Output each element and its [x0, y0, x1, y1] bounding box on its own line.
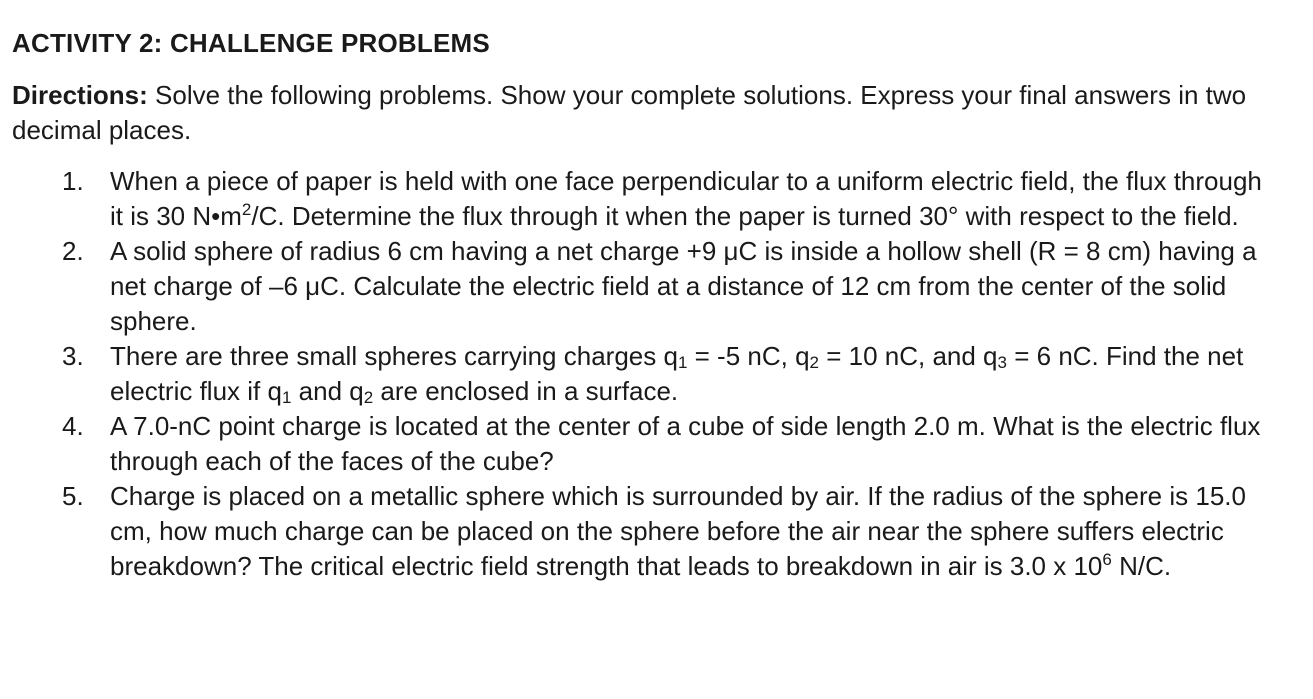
problem-text-run: N/C. — [1111, 551, 1172, 581]
problem-text-run: and q — [291, 376, 364, 406]
subscript: 2 — [363, 388, 374, 407]
subscript: 1 — [281, 388, 292, 407]
problem-text — [110, 341, 1243, 406]
directions-text: Solve the following problems. Show your complete solutions. Express your final answers in two decimal places. — [12, 80, 1247, 145]
page-title: ACTIVITY 2: CHALLENGE PROBLEMS — [12, 28, 490, 58]
subscript: 1 — [677, 353, 688, 372]
problem-number: 5. — [62, 481, 84, 511]
subscript: 2 — [809, 353, 819, 372]
problem-number: 4. — [62, 411, 84, 441]
problem-text-run: = -5 nC, q — [687, 341, 810, 371]
superscript: 6 — [1102, 550, 1112, 569]
problem-text-run: Charge is placed on a metallic sphere which is surrounded by air. If the radius of the sphere is 15.0 cm, how much charge can be placed on the sphere before the air near the sphere suffers electric breakdown? The critical electric field strength that leads to breakdown in air is 3.0 x 10 — [110, 481, 1246, 581]
problem-text-run: There are three small spheres carrying charges q — [110, 341, 678, 371]
directions-paragraph — [12, 78, 1292, 148]
problem-text-run: are enclosed in a surface. — [373, 376, 679, 406]
problem-text — [110, 411, 1260, 476]
problem-text — [110, 236, 1257, 336]
problem-number: 3. — [62, 341, 84, 371]
problem-number: 1. — [62, 166, 84, 196]
problem-text-run: = 6 nC. Find the net electric flux if q — [110, 341, 1244, 406]
problem-item — [0, 164, 1280, 234]
subscript: 3 — [997, 353, 1007, 372]
problem-text-run: When a piece of paper is held with one face perpendicular to a uniform electric field, the flux through it is 30 N•m — [110, 166, 1262, 231]
problem-text — [110, 166, 1262, 231]
problem-item — [0, 479, 1280, 584]
directions-label: Directions: — [12, 80, 148, 110]
problem-item — [0, 339, 1280, 409]
problem-item — [0, 234, 1280, 339]
problem-number: 2. — [62, 236, 84, 266]
problem-text-run: A solid sphere of radius 6 cm having a net charge +9 μC is inside a hollow shell (R = 8 cm) having a net charge of –6 μC. Calculate the electric field at a distance of 12 cm from the center of the solid sphere. — [110, 236, 1257, 336]
problem-list — [0, 164, 1313, 584]
problem-text-run: = 10 nC, and q — [819, 341, 998, 371]
superscript: 2 — [241, 200, 252, 219]
problem-text-run: A 7.0-nC point charge is located at the center of a cube of side length 2.0 m. What is the electric flux through each of the faces of the cube? — [110, 411, 1261, 476]
problem-item — [0, 409, 1280, 479]
problem-text-run: /C. Determine the flux through it when the paper is turned 30° with respect to the field. — [251, 201, 1239, 231]
problem-text — [110, 481, 1246, 581]
